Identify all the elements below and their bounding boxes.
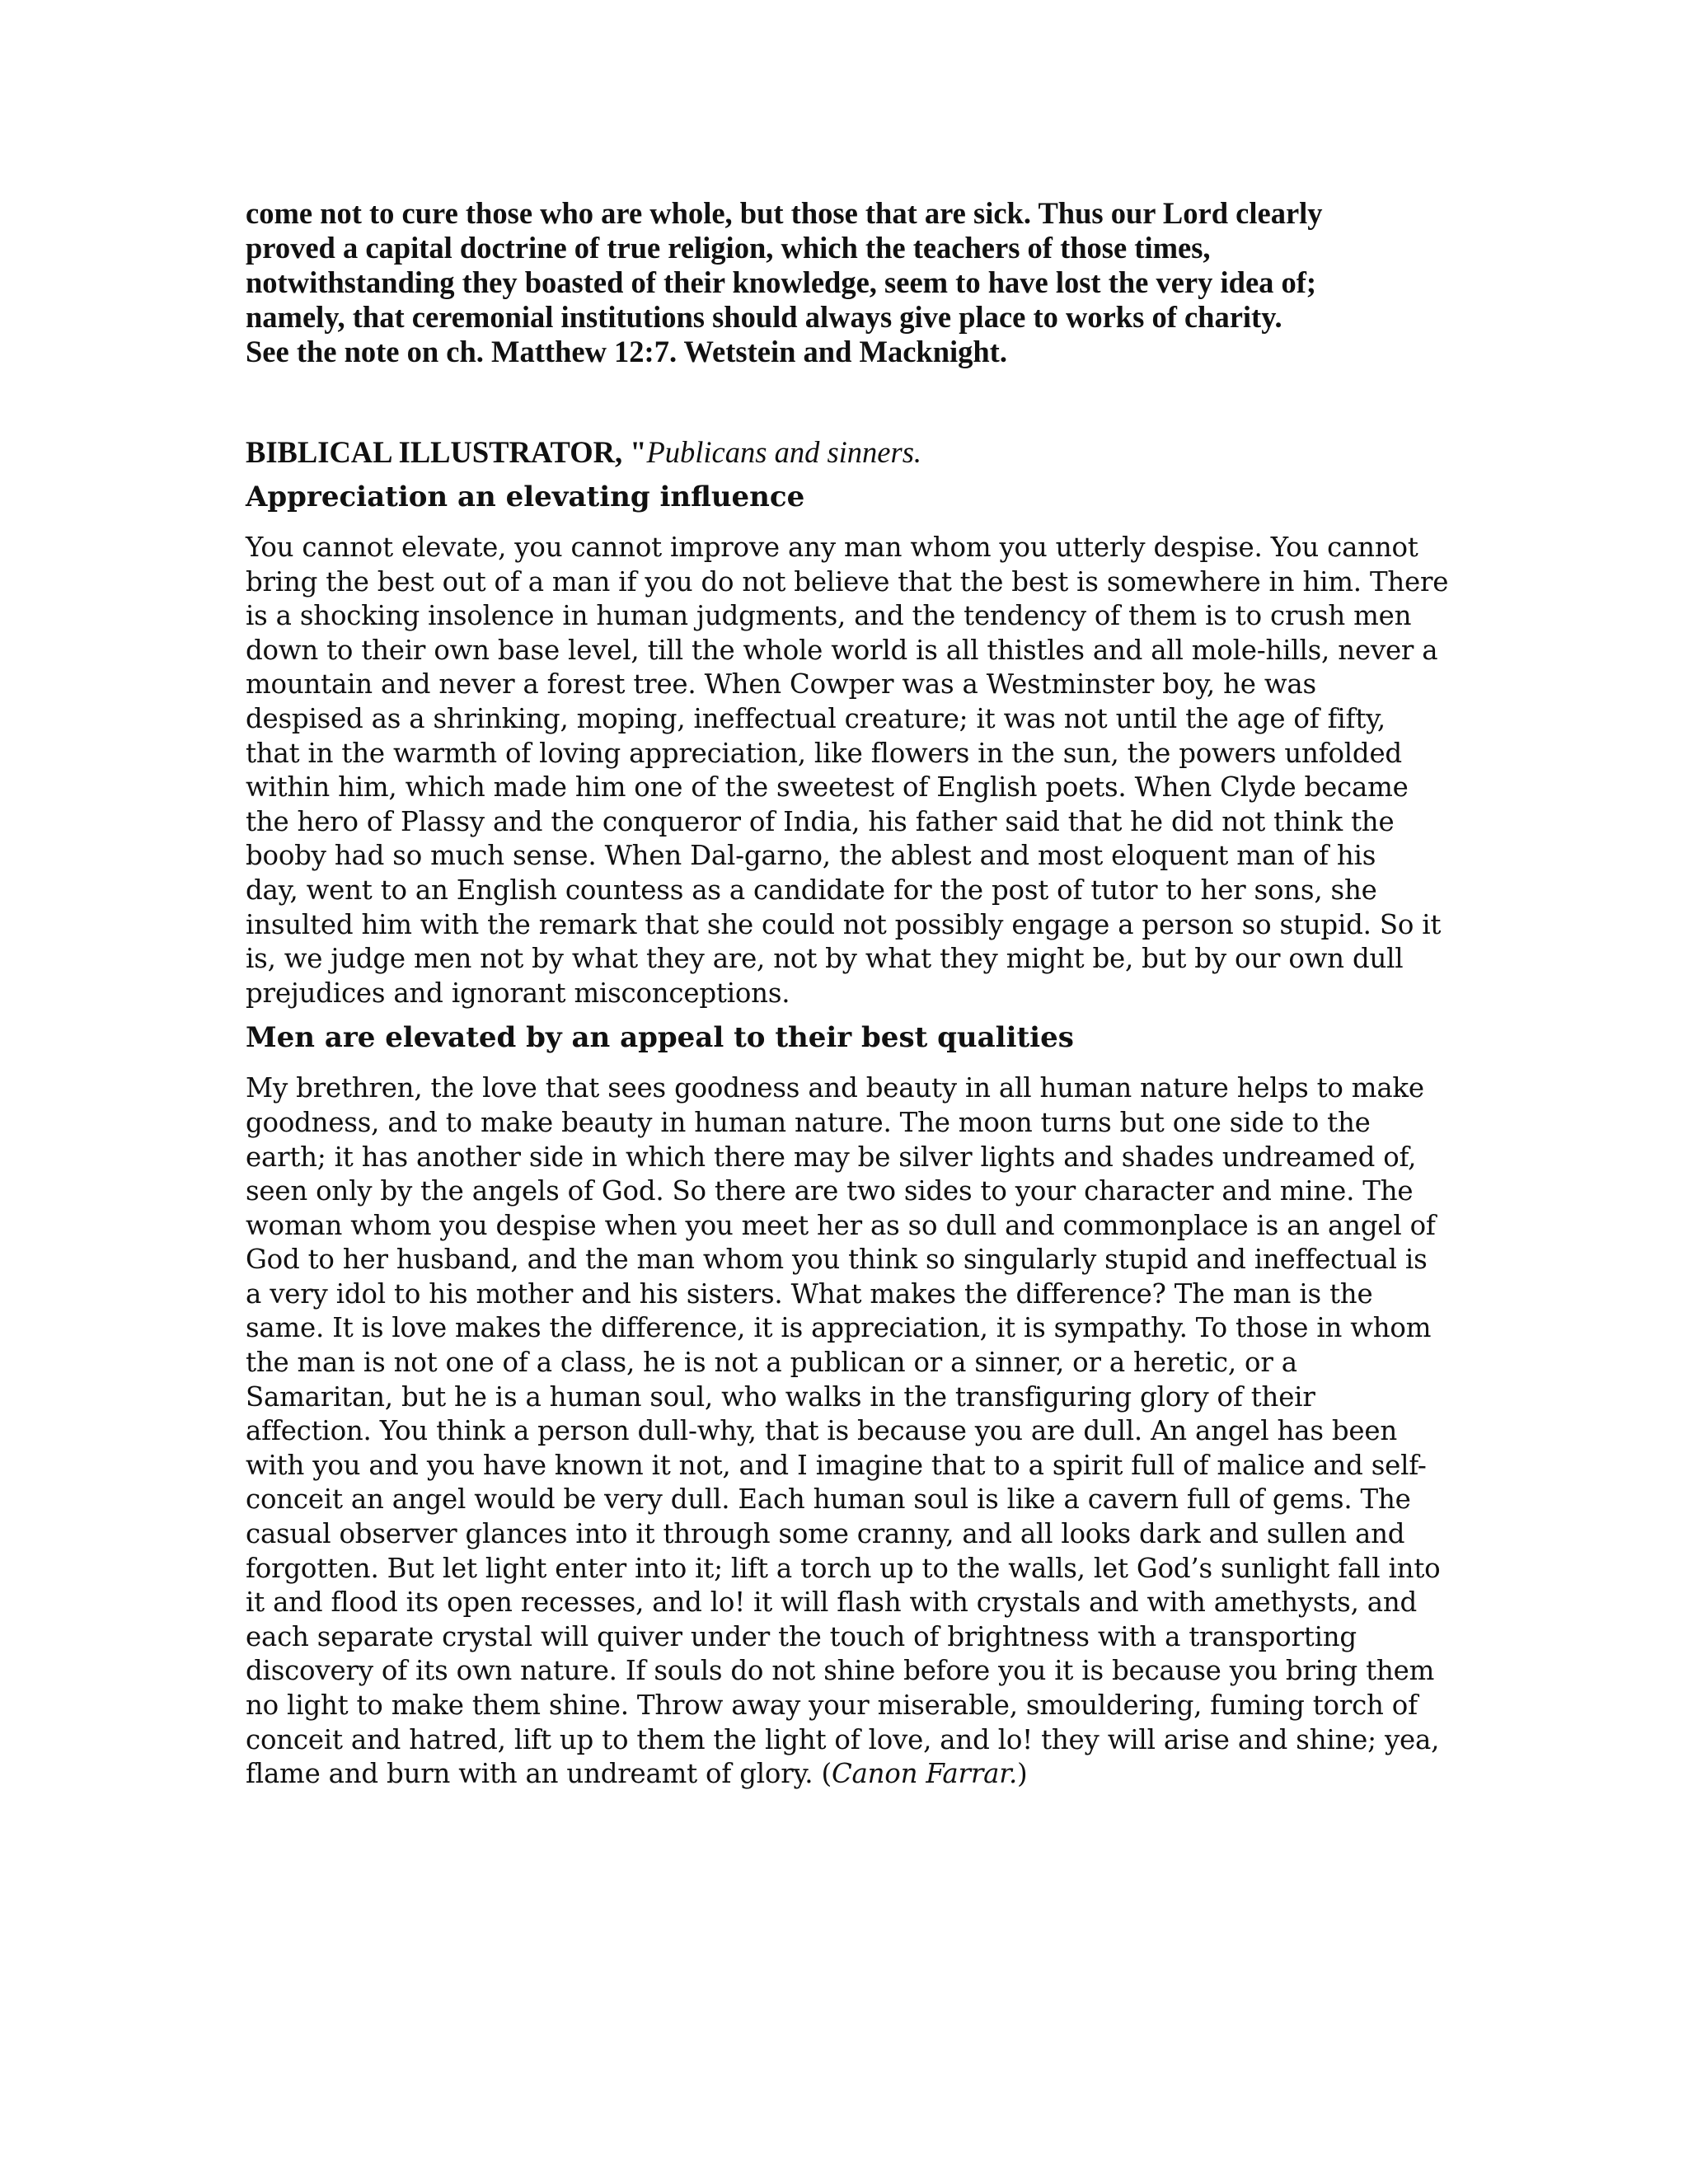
- paragraph-line: woman whom you despise when you meet her as so dull and commonplace is an angel of: [246, 1209, 1436, 1241]
- paragraph-line: booby had so much sense. When Dal-garno, the ablest and most eloquent man of his: [246, 840, 1376, 872]
- paragraph-line: despised as a shrinking, moping, ineffectual creature; it was not until the age of fifty,: [246, 702, 1386, 734]
- paragraph-line: casual observer glances into it through some cranny, and all looks dark and sullen and: [246, 1518, 1405, 1550]
- intro-line: proved a capital doctrine of true religion, which the teachers of those times,: [246, 231, 1211, 265]
- paragraph-line: is a shocking insolence in human judgments, and the tendency of them is to crush men: [246, 600, 1412, 632]
- section-heading-appreciation: Appreciation an elevating influence: [246, 480, 805, 513]
- paragraph-line: same. It is love makes the difference, it is appreciation, it is sympathy. To those in whom: [246, 1312, 1432, 1344]
- paragraph-line: prejudices and ignorant misconceptions.: [246, 977, 790, 1009]
- paragraph-line: within him, which made him one of the sweetest of English poets. When Clyde became: [246, 771, 1409, 804]
- section-heading-best-qualities: Men are elevated by an appeal to their best qualities: [246, 1021, 1074, 1055]
- paragraph-line: affection. You think a person dull-why, that is because you are dull. An angel has been: [246, 1415, 1397, 1447]
- paragraph-line: each separate crystal will quiver under the touch of brightness with a transporting: [246, 1620, 1357, 1652]
- paragraph-line: mountain and never a forest tree. When Cowper was a Westminster boy, he was: [246, 668, 1316, 701]
- last-line-text: flame and burn with an undreamt of glory. (: [246, 1758, 832, 1790]
- paragraph-line: the hero of Plassy and the conqueror of India, his father said that he did not think the: [246, 805, 1395, 837]
- paragraph-line: conceit an angel would be very dull. Each human soul is like a cavern full of gems. The: [246, 1483, 1411, 1516]
- intro-line: namely, that ceremonial institutions should always give place to works of charity.: [246, 300, 1282, 334]
- paragraph-line: goodness, and to make beauty in human nature. The moon turns but one side to the: [246, 1106, 1371, 1138]
- source-heading: [246, 435, 1446, 470]
- document-page: [246, 196, 1449, 1792]
- intro-line: notwithstanding they boasted of their knowledge, seem to have lost the very idea of;: [246, 265, 1317, 299]
- paragraph-line: conceit and hatred, lift up to them the light of love, and lo! they will arise and shine; yea,: [246, 1723, 1440, 1755]
- paragraph-line: My brethren, the love that sees goodness and beauty in all human nature helps to make: [246, 1072, 1424, 1104]
- paragraph-line: down to their own base level, till the whole world is all thistles and all mole-hills, never a: [246, 634, 1438, 666]
- paragraph-line-last: [246, 1757, 1446, 1792]
- section-paragraph-best-qualities: [246, 1071, 1446, 1791]
- source-title: Publicans and sinners.: [646, 435, 922, 469]
- intro-paragraph: [246, 196, 1446, 369]
- paragraph-line: with you and you have known it not, and I imagine that to a spirit full of malice and self-: [246, 1449, 1427, 1481]
- paragraph-line: You cannot elevate, you cannot improve any man whom you utterly despise. You cannot: [246, 532, 1418, 563]
- paragraph-line: bring the best out of a man if you do not believe that the best is somewhere in him. There: [246, 565, 1449, 598]
- paragraph-line: Samaritan, but he is a human soul, who walks in the transfiguring glory of their: [246, 1380, 1315, 1413]
- source-label: BIBLICAL ILLUSTRATOR, ": [246, 435, 647, 469]
- section-paragraph-appreciation: [246, 531, 1449, 1010]
- paragraph-line: seen only by the angels of God. So there are two sides to your character and mine. The: [246, 1175, 1414, 1207]
- paragraph-line: is, we judge men not by what they are, not by what they might be, but by our own dull: [246, 943, 1404, 975]
- citation-author: Canon Farrar.: [831, 1758, 1018, 1790]
- paragraph-line: earth; it has another side in which there may be silver lights and shades undreamed of,: [246, 1141, 1417, 1173]
- paragraph-line: it and flood its open recesses, and lo! it will flash with crystals and with amethysts, and: [246, 1586, 1418, 1619]
- paragraph-line: the man is not one of a class, he is not a publican or a sinner, or a heretic, or a: [246, 1347, 1297, 1379]
- paragraph-line: no light to make them shine. Throw away your miserable, smouldering, fuming torch of: [246, 1690, 1418, 1721]
- paragraph-line: discovery of its own nature. If souls do not shine before you it is because you bring them: [246, 1655, 1435, 1687]
- paragraph-line: day, went to an English countess as a candidate for the post of tutor to her sons, she: [246, 874, 1377, 906]
- paragraph-line: insulted him with the remark that she could not possibly engage a person so stupid. So it: [246, 908, 1442, 940]
- paragraph-line: forgotten. But let light enter into it; lift a torch up to the walls, let God’s sunlight fall into: [246, 1552, 1441, 1584]
- paragraph-line: a very idol to his mother and his sisters. What makes the difference? The man is the: [246, 1277, 1373, 1310]
- intro-line: See the note on ch. Matthew 12:7. Wetstein and Macknight.: [246, 335, 1007, 368]
- citation-close: ): [1017, 1758, 1028, 1790]
- intro-line: come not to cure those who are whole, but those that are sick. Thus our Lord clearly: [246, 196, 1323, 230]
- paragraph-line: God to her husband, and the man whom you think so singularly stupid and ineffectual is: [246, 1244, 1428, 1276]
- paragraph-line: that in the warmth of loving appreciation, like flowers in the sun, the powers unfolded: [246, 737, 1402, 769]
